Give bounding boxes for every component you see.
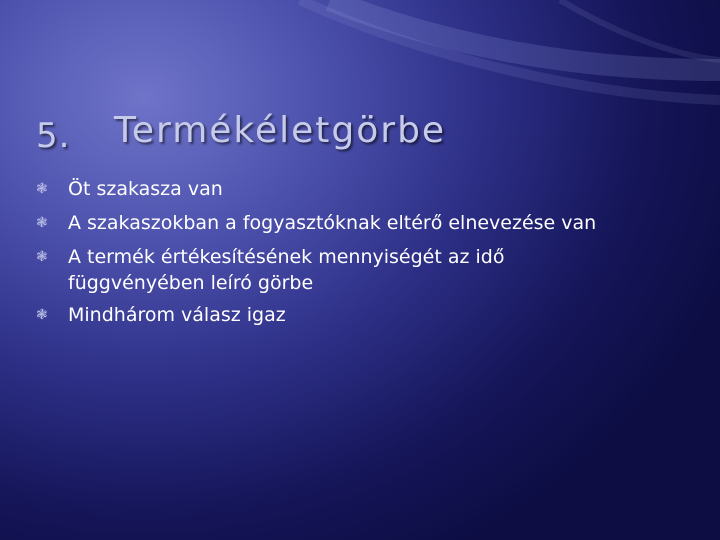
bullet-item [36,302,696,328]
flower-bullet-icon: ❃ [36,249,48,265]
title-number: 5. [36,116,71,156]
bullet-item [36,176,696,202]
flower-bullet-icon: ❃ [36,307,48,323]
title-text: Termékéletgörbe [114,110,447,151]
flower-bullet-icon: ❃ [36,181,48,197]
bullet-list [36,176,696,336]
bullet-item [36,244,508,296]
bullet-text: Mindhárom válasz igaz [68,304,286,326]
flower-bullet-icon: ❃ [36,215,48,231]
bullet-text: Öt szakasza van [68,178,223,200]
bullet-item [36,210,696,236]
bullet-text: A termék értékesítésének mennyiségét az idő függvényében leíró görbe [68,246,505,294]
bullet-text: A szakaszokban a fogyasztóknak eltérő elnevezése van [68,212,597,234]
